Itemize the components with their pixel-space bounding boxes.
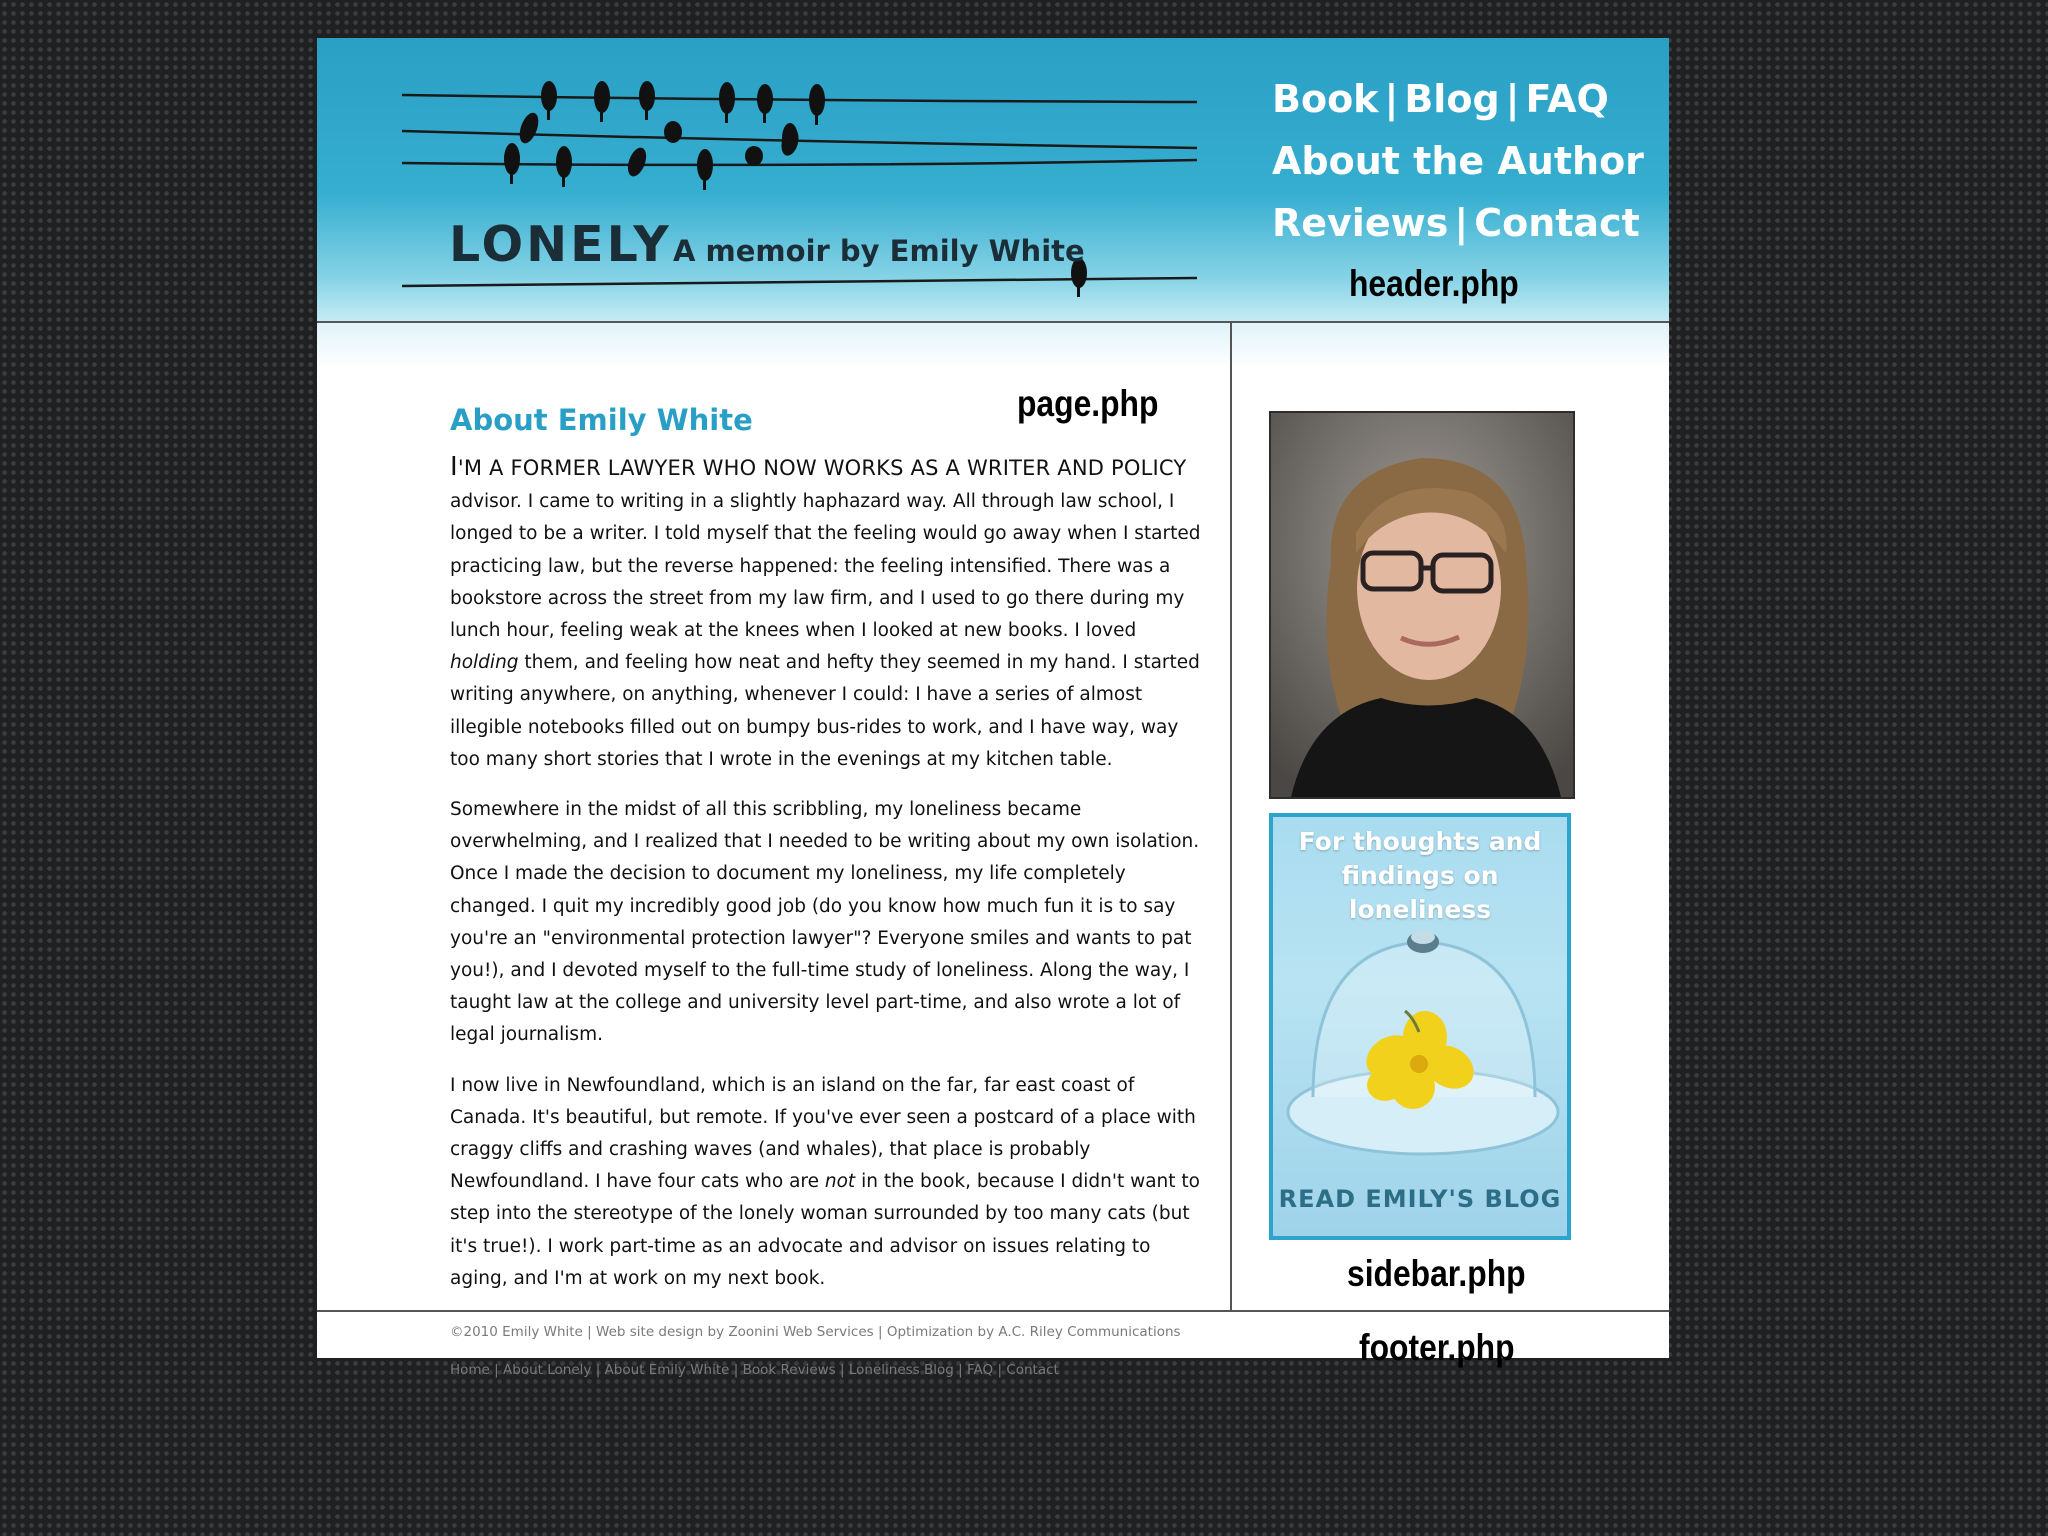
page-template-label: page.php: [1017, 383, 1159, 424]
footer-separator: |: [587, 1324, 592, 1340]
glass-dome-flower-image: [1273, 907, 1567, 1177]
lead-caps-rest: 'M A FORMER LAWYER WHO NOW WORKS AS A WRITER AND POLICY: [457, 456, 1187, 480]
author-photo: [1269, 411, 1575, 799]
main-navigation: [1272, 68, 1644, 254]
footer-separator: |: [494, 1362, 499, 1378]
footer-separator: |: [840, 1362, 845, 1378]
nav-row-2: [1272, 130, 1644, 192]
site-header: [317, 38, 1669, 323]
footer-link-loneliness-blog[interactable]: Loneliness Blog: [848, 1362, 954, 1378]
footer-link-home[interactable]: Home: [450, 1362, 490, 1378]
emphasis-holding: holding: [450, 652, 519, 674]
footer-link-contact[interactable]: Contact: [1006, 1362, 1059, 1378]
read-blog-banner[interactable]: [1269, 813, 1571, 1240]
lead-drop-letter: I: [450, 452, 458, 482]
footer-copyright: ©2010 Emily White: [450, 1324, 583, 1340]
footer-separator: |: [877, 1324, 883, 1340]
footer-separator: |: [733, 1362, 739, 1378]
article-paragraph-2: Somewhere in the midst of all this scribbling, my loneliness became overwhelming, and I realized that I needed to be writing about my own isolation. Once I made the decision to document my loneliness, my life completely changed. I quit my incredibly good job (do you know how much fun it is to say you're an "environmental protection lawyer"? Everyone smiles and wants to pat you!), and I devoted myself to the full-time study of loneliness. Along the way, I taught law at the college and university level part-time, and also wrote a lot of legal journalism.: [450, 799, 1200, 1046]
book-subtitle: A memoir by Emily White: [673, 234, 1085, 268]
sidebar-template-label: sidebar.php: [1347, 1253, 1526, 1294]
lead-caps-text: [450, 452, 1187, 482]
nav-link-about-author[interactable]: About the Author: [1272, 139, 1644, 183]
paragraph-3-text: I now live in Newfoundland, which is an island on the far, far east coast of Canada. It's beautiful, but remote. If you've ever seen a postcard of a place with craggy cliffs and crashing waves (and whales), that place is probably Newfoundland. I have four cats who are: [450, 1074, 1196, 1193]
read-blog-link[interactable]: READ EMILY'S BLOG: [1278, 1185, 1562, 1213]
paragraph-1-end: them, and feeling how neat and hefty they seemed in my hand. I started writing anywhere, on anything, whenever I could: I have a series of almost illegible notebooks filled out on bumpy bus-rides to work, and I have way, way too many short stories that I wrote in the evenings at my kitchen table.: [450, 652, 1200, 770]
nav-link-book[interactable]: Book: [1272, 77, 1379, 121]
header-template-label: header.php: [1349, 263, 1519, 304]
nav-link-contact[interactable]: Contact: [1474, 201, 1640, 245]
footer-separator: |: [958, 1362, 963, 1378]
footer-link-about-lonely[interactable]: About Lonely: [503, 1362, 592, 1378]
page-title: About Emily White: [450, 403, 753, 437]
nav-separator: |: [1454, 201, 1469, 245]
site-footer: [317, 1310, 1669, 1378]
author-portrait-image: [1271, 413, 1573, 797]
emphasis-not: not: [824, 1171, 856, 1193]
nav-row-3: [1272, 192, 1644, 254]
sidebar: [1232, 323, 1669, 1310]
footer-nav: [450, 1362, 1059, 1378]
article-body: [450, 451, 1210, 1313]
footer-separator: |: [997, 1362, 1003, 1378]
nav-separator: |: [1505, 77, 1520, 121]
book-title-logo[interactable]: LONELY: [449, 216, 672, 273]
footer-optimization-credit-link[interactable]: Optimization by A.C. Riley Communications: [886, 1324, 1181, 1340]
footer-design-credit-link[interactable]: Web site design by Zoonini Web Services: [596, 1324, 874, 1340]
footer-link-faq[interactable]: FAQ: [967, 1362, 994, 1378]
nav-separator: |: [1384, 77, 1399, 121]
nav-link-reviews[interactable]: Reviews: [1272, 201, 1449, 245]
footer-template-label: footer.php: [1359, 1327, 1515, 1368]
footer-credits: [450, 1324, 1181, 1340]
paragraph-3-end: in the book, because I didn't want to step into the stereotype of the lonely woman surrounded by too many cats (but it's true!). I work part-time as an advocate and advisor on issues relating to aging, and I'm at work on my next book.: [450, 1171, 1200, 1289]
nav-row-1: [1272, 68, 1644, 130]
nav-link-faq[interactable]: FAQ: [1525, 77, 1609, 121]
blog-tagline: For thoughts and findings on loneliness: [1298, 827, 1542, 924]
main-content: [317, 323, 1232, 1310]
website-page: [317, 38, 1669, 1378]
footer-link-book-reviews[interactable]: Book Reviews: [742, 1362, 836, 1378]
birds-on-wires-illustration: [317, 38, 1247, 321]
paragraph-1-text: advisor. I came to writing in a slightly haphazard way. All through law school, I longed to be a writer. I told myself that the feeling would go away when I started practicing law, but the reverse happened: the feeling intensified. There was a bookstore across the street from my law firm, and I used to go there during my lunch hour, feeling weak at the knees when I looked at new books. I loved: [450, 491, 1201, 642]
article-paragraph-3: [450, 1070, 1210, 1295]
footer-separator: |: [595, 1362, 601, 1378]
nav-link-blog[interactable]: Blog: [1404, 77, 1500, 121]
footer-link-about-emily-white[interactable]: About Emily White: [604, 1362, 730, 1378]
article-paragraph-1: [450, 451, 1210, 776]
